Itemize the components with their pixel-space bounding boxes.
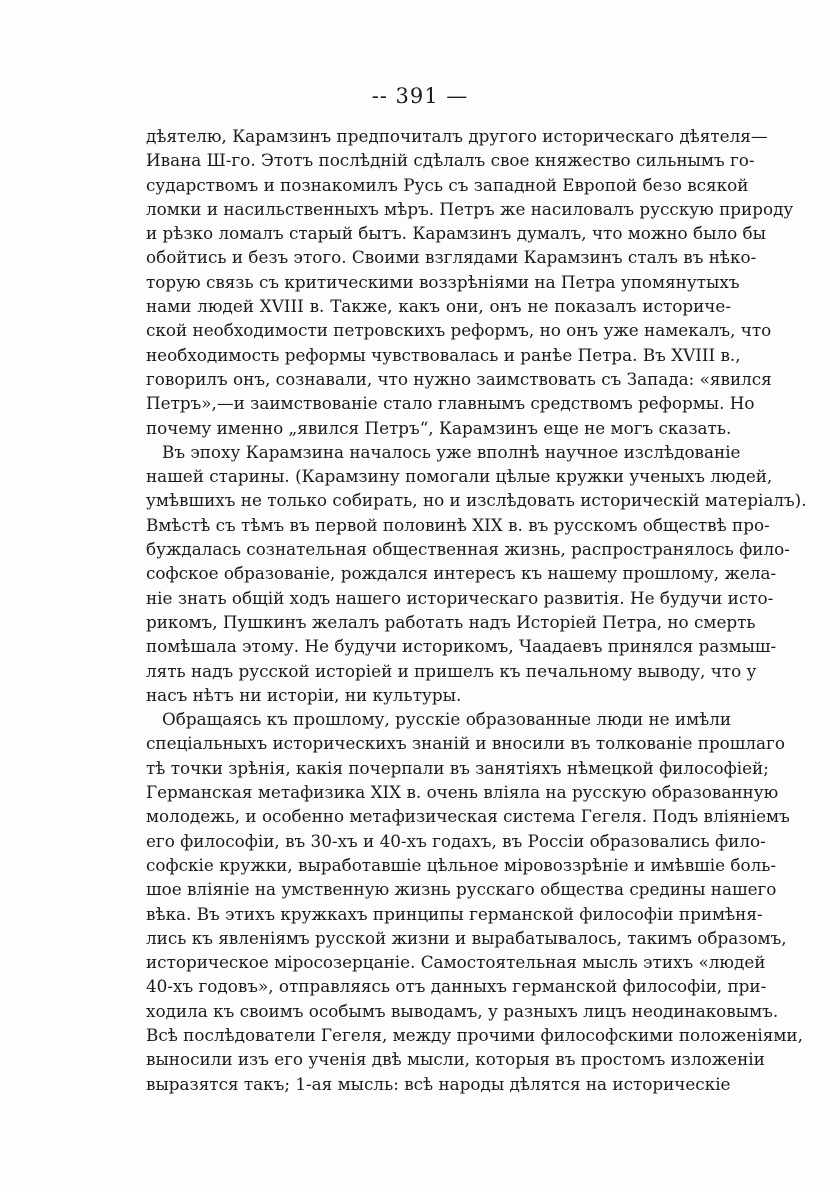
- text-line: Германская метафизика XIX в. очень влiяла на русскую образованную: [146, 782, 779, 803]
- text-line: нами людей XVIII в. Также, какъ они, онъ не показалъ историче-: [146, 296, 731, 317]
- text-line: Всѣ послѣдователи Гегеля, между прочими философскими положенiями,: [146, 1024, 803, 1045]
- text-line: Въ эпоху Карамзина началось уже вполнѣ научное изслѣдованiе: [162, 441, 741, 462]
- text-line: лять надъ русской исторiей и пришелъ къ печальному выводу, что у: [146, 660, 757, 681]
- text-line: говорилъ онъ, сознавали, что нужно заимствовать съ Запада: «явился: [146, 368, 772, 389]
- text-line: лись къ явленiямъ русской жизни и вырабатывалось, такимъ образомъ,: [146, 927, 787, 948]
- text-line: буждалась сознательная общественная жизнь, распространялось фило-: [146, 539, 790, 560]
- text-line: почему именно „явился Петръ“, Карамзинъ еще не могъ сказать.: [146, 417, 732, 438]
- text-line: молодежь, и особенно метафизическая система Гегеля. Подъ влiянiемъ: [146, 806, 790, 827]
- text-line: насъ нѣтъ ни исторiи, ни культуры.: [146, 684, 462, 705]
- body-text: [146, 124, 807, 1096]
- text-line: софскiе кружки, выработавшiе цѣльное мiровоззрѣнiе и имѣвшiе боль-: [146, 854, 777, 875]
- text-line: Вмѣстѣ съ тѣмъ въ первой половинѣ XIX в. въ русскомъ обществѣ про-: [146, 514, 770, 535]
- text-line: нiе знать общiй ходъ нашего историческаго развитiя. Не будучи исто-: [146, 587, 774, 608]
- paragraph: [146, 440, 807, 707]
- text-line: необходимость реформы чувствовалась и ранѣе Петра. Въ XVIII в.,: [146, 344, 741, 365]
- text-line: историческое мiросозерцанiе. Самостоятельная мысль этихъ «людей: [146, 952, 766, 973]
- page-number: -- 391 —: [371, 84, 469, 108]
- text-line: торую связь съ критическими воззрѣнiями на Петра упомянутыхъ: [146, 271, 740, 292]
- text-line: сударствомъ и познакомилъ Русь съ западной Европой безо всякой: [146, 174, 749, 195]
- text-line: Ивана Ш-го. Этотъ послѣднiй сдѣлалъ свое княжество сильнымъ го-: [146, 150, 755, 171]
- text-line: ломки и насильственныхъ мѣръ. Петръ же насиловалъ русскую природу: [146, 198, 794, 219]
- text-line: рикомъ, Пушкинъ желалъ работать надъ Исторiей Петра, но смерть: [146, 611, 756, 632]
- text-line: Петръ»,—и заимствованiе стало главнымъ средствомъ реформы. Но: [146, 393, 755, 414]
- text-line: спецiальныхъ историческихъ знанiй и вносили въ толкованiе прошлаго: [146, 733, 785, 754]
- paragraph: [146, 707, 803, 1096]
- paragraph: [146, 124, 794, 440]
- text-line: выразятся такъ; 1-ая мысль: всѣ народы дѣлятся на историческiе: [146, 1073, 731, 1094]
- text-line: обойтись и безъ этого. Своими взглядами Карамзинъ сталъ въ нѣко-: [146, 247, 757, 268]
- text-line: умѣвшихъ не только собирать, но и изслѣдовать историческiй матерiалъ).: [146, 490, 807, 511]
- text-line: помѣшала этому. Не будучи историкомъ, Чаадаевъ принялся размыш-: [146, 636, 777, 657]
- text-line: шое влiянiе на умственную жизнь русскаго общества средины нашего: [146, 879, 777, 900]
- text-line: его философiи, въ 30-хъ и 40-хъ годахъ, въ Россiи образовались фило-: [146, 830, 766, 851]
- text-line: и рѣзко ломалъ старый бытъ. Карамзинъ думалъ, что можно было бы: [146, 223, 766, 244]
- text-line: вѣка. Въ этихъ кружкахъ принципы германской философiи примѣня-: [146, 903, 763, 924]
- text-line: ской необходимости петровскихъ реформъ, но онъ уже намекалъ, что: [146, 320, 772, 341]
- text-line: нашей старины. (Карамзину помогали цѣлые кружки ученыхъ людей,: [146, 466, 773, 487]
- text-line: 40-хъ годовъ», отправляясь отъ данныхъ германской философiи, при-: [146, 976, 767, 997]
- text-line: дѣятелю, Карамзинъ предпочиталъ другого историческаго дѣятеля—: [146, 126, 768, 146]
- text-line: выносили изъ его ученiя двѣ мысли, которыя въ простомъ изложенiи: [146, 1049, 765, 1070]
- text-line: тѣ точки зрѣнiя, какiя почерпали въ занятiяхъ нѣмецкой философiей;: [146, 757, 769, 778]
- text-line: Обращаясь къ прошлому, русскiе образованные люди не имѣли: [162, 709, 732, 730]
- text-line: софское образованiе, рождался интересъ къ нашему прошлому, жела-: [146, 563, 777, 584]
- text-line: ходила къ своимъ особымъ выводамъ, у разныхъ лицъ неодинаковымъ.: [146, 1000, 779, 1021]
